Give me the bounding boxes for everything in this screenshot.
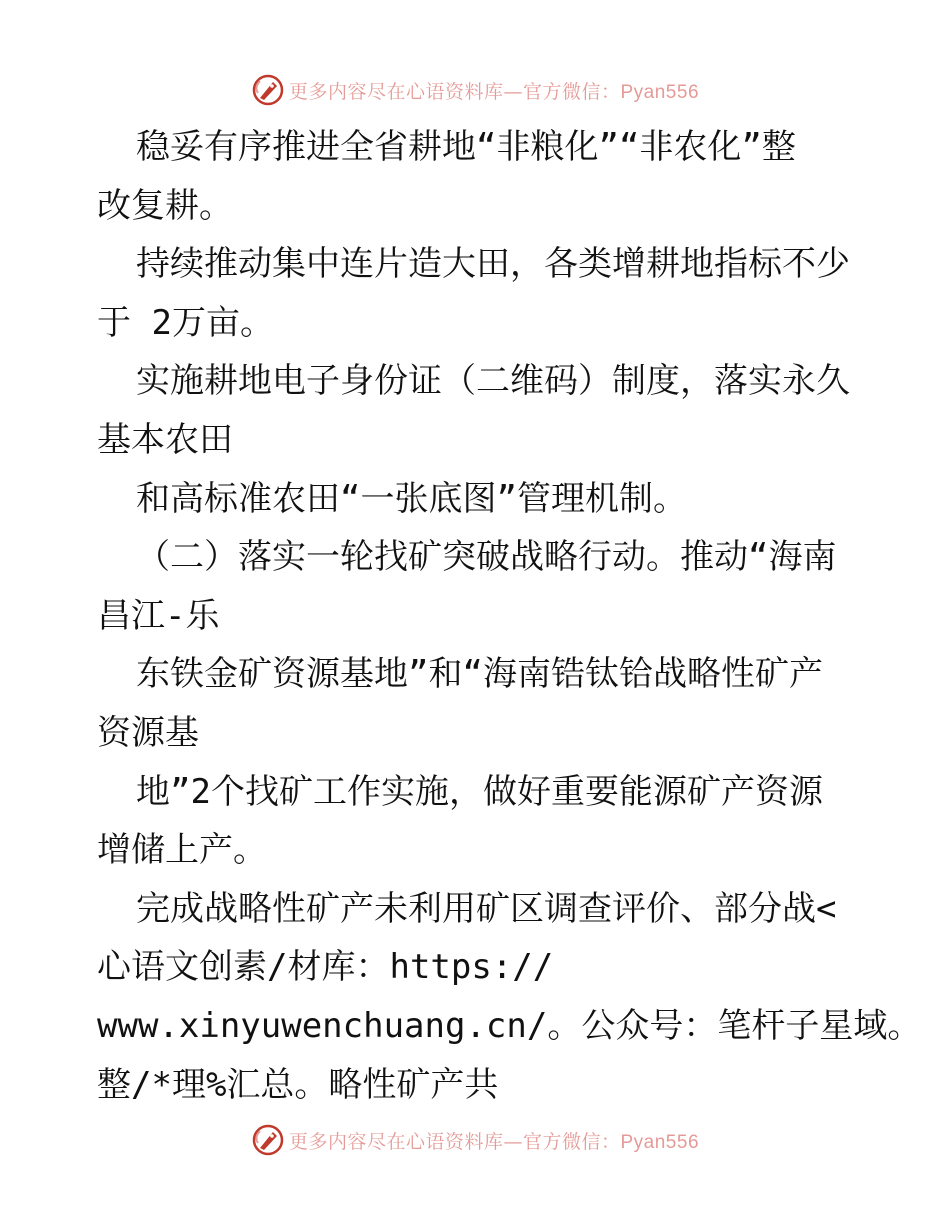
text-line: 整/*理%汇总。略性矿产共 [97,1064,499,1105]
text-line: 实施耕地电子身份证（二维码）制度，落实永久 [136,361,850,402]
text-line: 于 2万亩。 [97,302,274,343]
text-line: 资源基 [97,712,199,753]
text-line: 持续推动集中连片造大田，各类增耕地指标不少 [136,244,850,285]
text-line: 基本农田 [97,419,233,460]
pen-nib-circle-icon [251,73,285,107]
text-line: 改复耕。 [97,185,233,226]
watermark-wechat-id: Pyan556 [620,1131,700,1153]
text-line: 完成战略性矿产未利用矿区调查评价、部分战< [136,888,837,929]
text-line: 增储上产。 [97,830,267,871]
text-line: www.xinyuwenchuang.cn/。公众号：笔杆子星域。 [97,1005,922,1046]
text-line: 心语文创素/材库：https:// [97,947,554,988]
text-line: 和高标准农田“一张底图”管理机制。 [136,478,687,519]
footer-watermark [0,1120,950,1160]
text-line: （二）落实一轮找矿突破战略行动。推动“海南 [136,537,837,578]
watermark-text: 更多内容尽在心语资料库—官方微信：Pyan556 [288,1130,700,1153]
document-body [97,118,922,1114]
watermark-text: 更多内容尽在心语资料库—官方微信：Pyan556 [288,80,700,103]
text-line: 地”2个找矿工作实施，做好重要能源矿产资源 [136,771,823,812]
watermark-wechat-id: Pyan556 [620,81,700,103]
header-watermark [0,70,950,110]
pen-nib-circle-icon [251,1123,285,1157]
text-line: 昌江-乐 [97,595,220,636]
text-line: 稳妥有序推进全省耕地“非粮化”“非农化”整 [136,127,796,167]
text-line: 东铁金矿资源基地”和“海南锆钛铪战略性矿产 [136,654,823,695]
